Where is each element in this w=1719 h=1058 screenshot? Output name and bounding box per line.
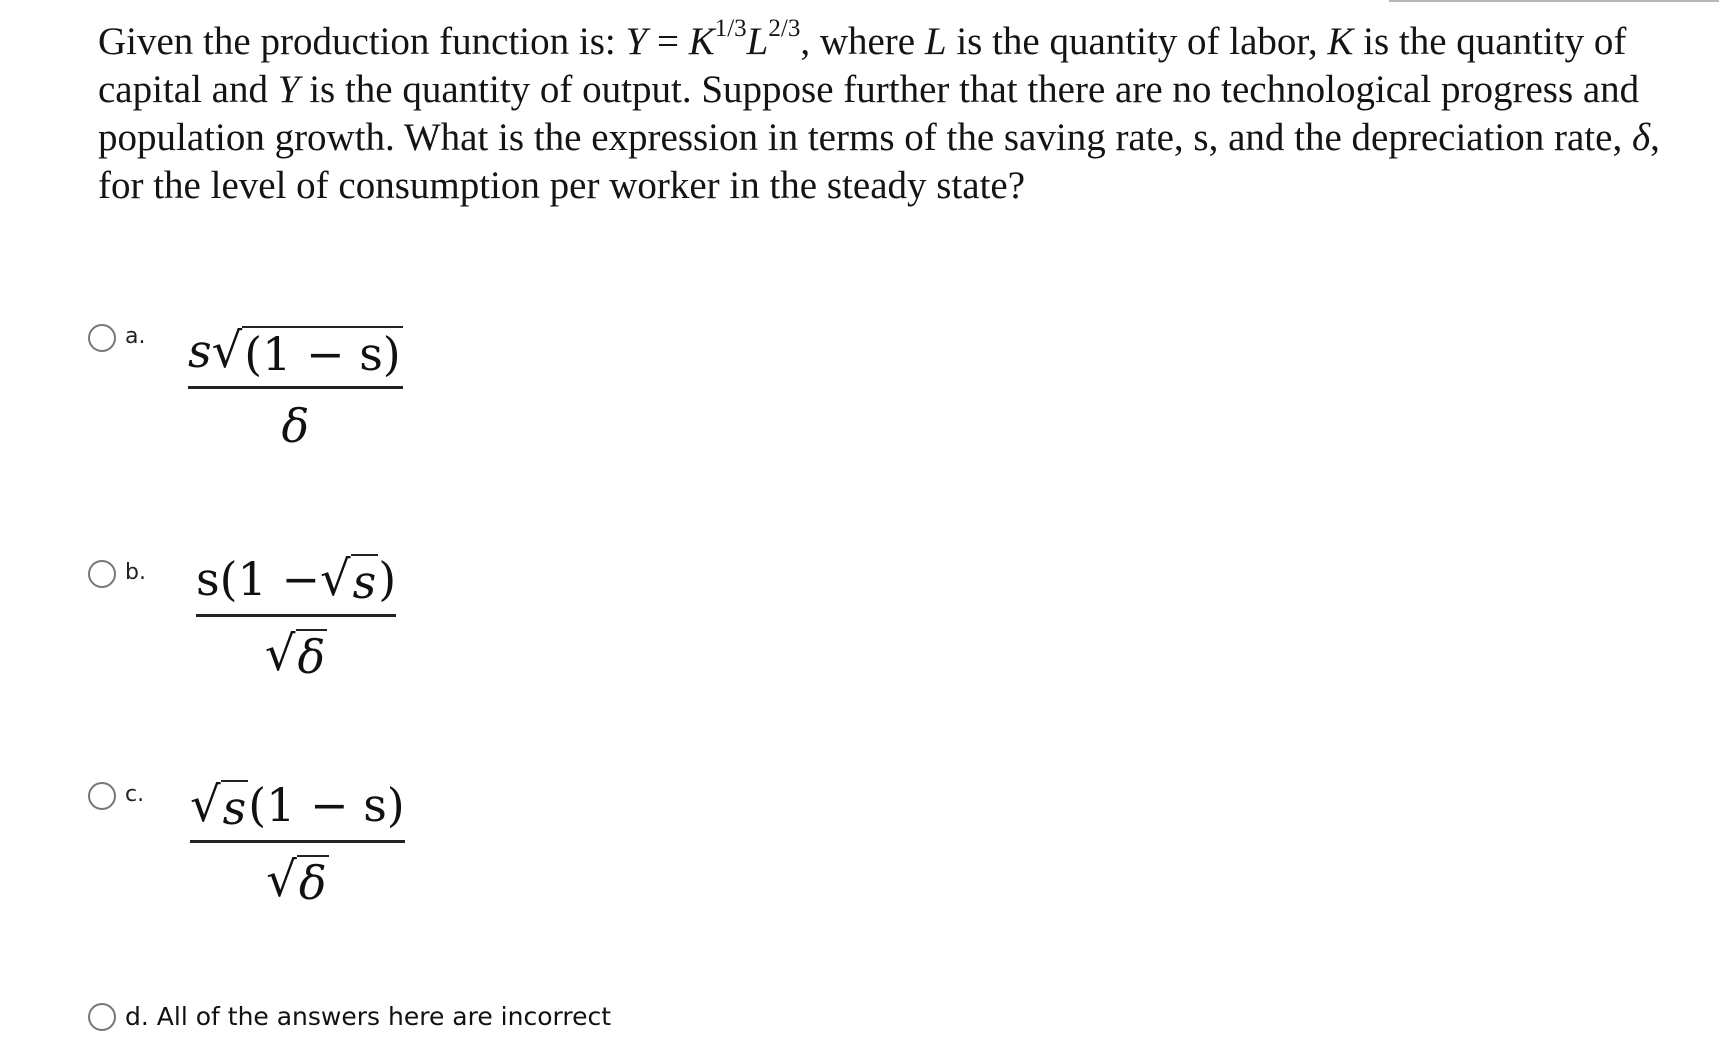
option-d-label: d. All of the answers here are incorrect: [125, 1002, 611, 1031]
option-a-fraction-bar: [188, 386, 403, 389]
radio-option-c[interactable]: [88, 782, 116, 810]
option-a-formula: [188, 322, 403, 455]
option-c-fraction-bar: [190, 840, 405, 843]
option-a[interactable]: [88, 318, 145, 352]
option-b[interactable]: [88, 554, 146, 588]
question-text: Given the production function is: $Y = K^{1/3}L^{2/3}$, where L is the quantity of labor, K is the quantity of capital and Y is the quantity of output. Suppose further that there are no technological progress and population growth. What is the expression in terms of the saving rate, s, and the depreciation rate, δ, for the level of consumption per worker in the steady state?: [98, 15, 1660, 207]
sqrt-icon: √ δ: [264, 626, 326, 684]
option-b-fraction-bar: [196, 614, 396, 617]
option-c-denominator: [266, 851, 328, 909]
option-b-formula: [196, 550, 396, 683]
sqrt-icon: √ (1 − s): [211, 323, 401, 381]
radio-option-b[interactable]: [88, 560, 116, 588]
option-a-denominator: δ: [281, 399, 310, 453]
option-c[interactable]: [88, 776, 144, 810]
option-d[interactable]: [88, 1002, 611, 1031]
option-b-letter: b.: [125, 560, 146, 585]
radio-option-d[interactable]: [88, 1003, 116, 1031]
radio-option-a[interactable]: [88, 324, 116, 352]
option-c-numerator: √ s (1 − s): [190, 777, 405, 835]
sqrt-icon: √ s: [319, 551, 377, 609]
sqrt-icon: √ s: [190, 777, 247, 835]
option-a-letter: a.: [125, 324, 146, 349]
sqrt-icon: √ δ: [266, 852, 327, 910]
top-divider: [1389, 0, 1719, 2]
option-b-numerator: s(1 − √ s ): [196, 551, 397, 609]
option-a-numerator: s √ (1 − s): [188, 323, 401, 381]
option-c-formula: [190, 776, 405, 909]
option-b-denominator: [265, 625, 327, 683]
option-c-letter: c.: [125, 782, 145, 807]
